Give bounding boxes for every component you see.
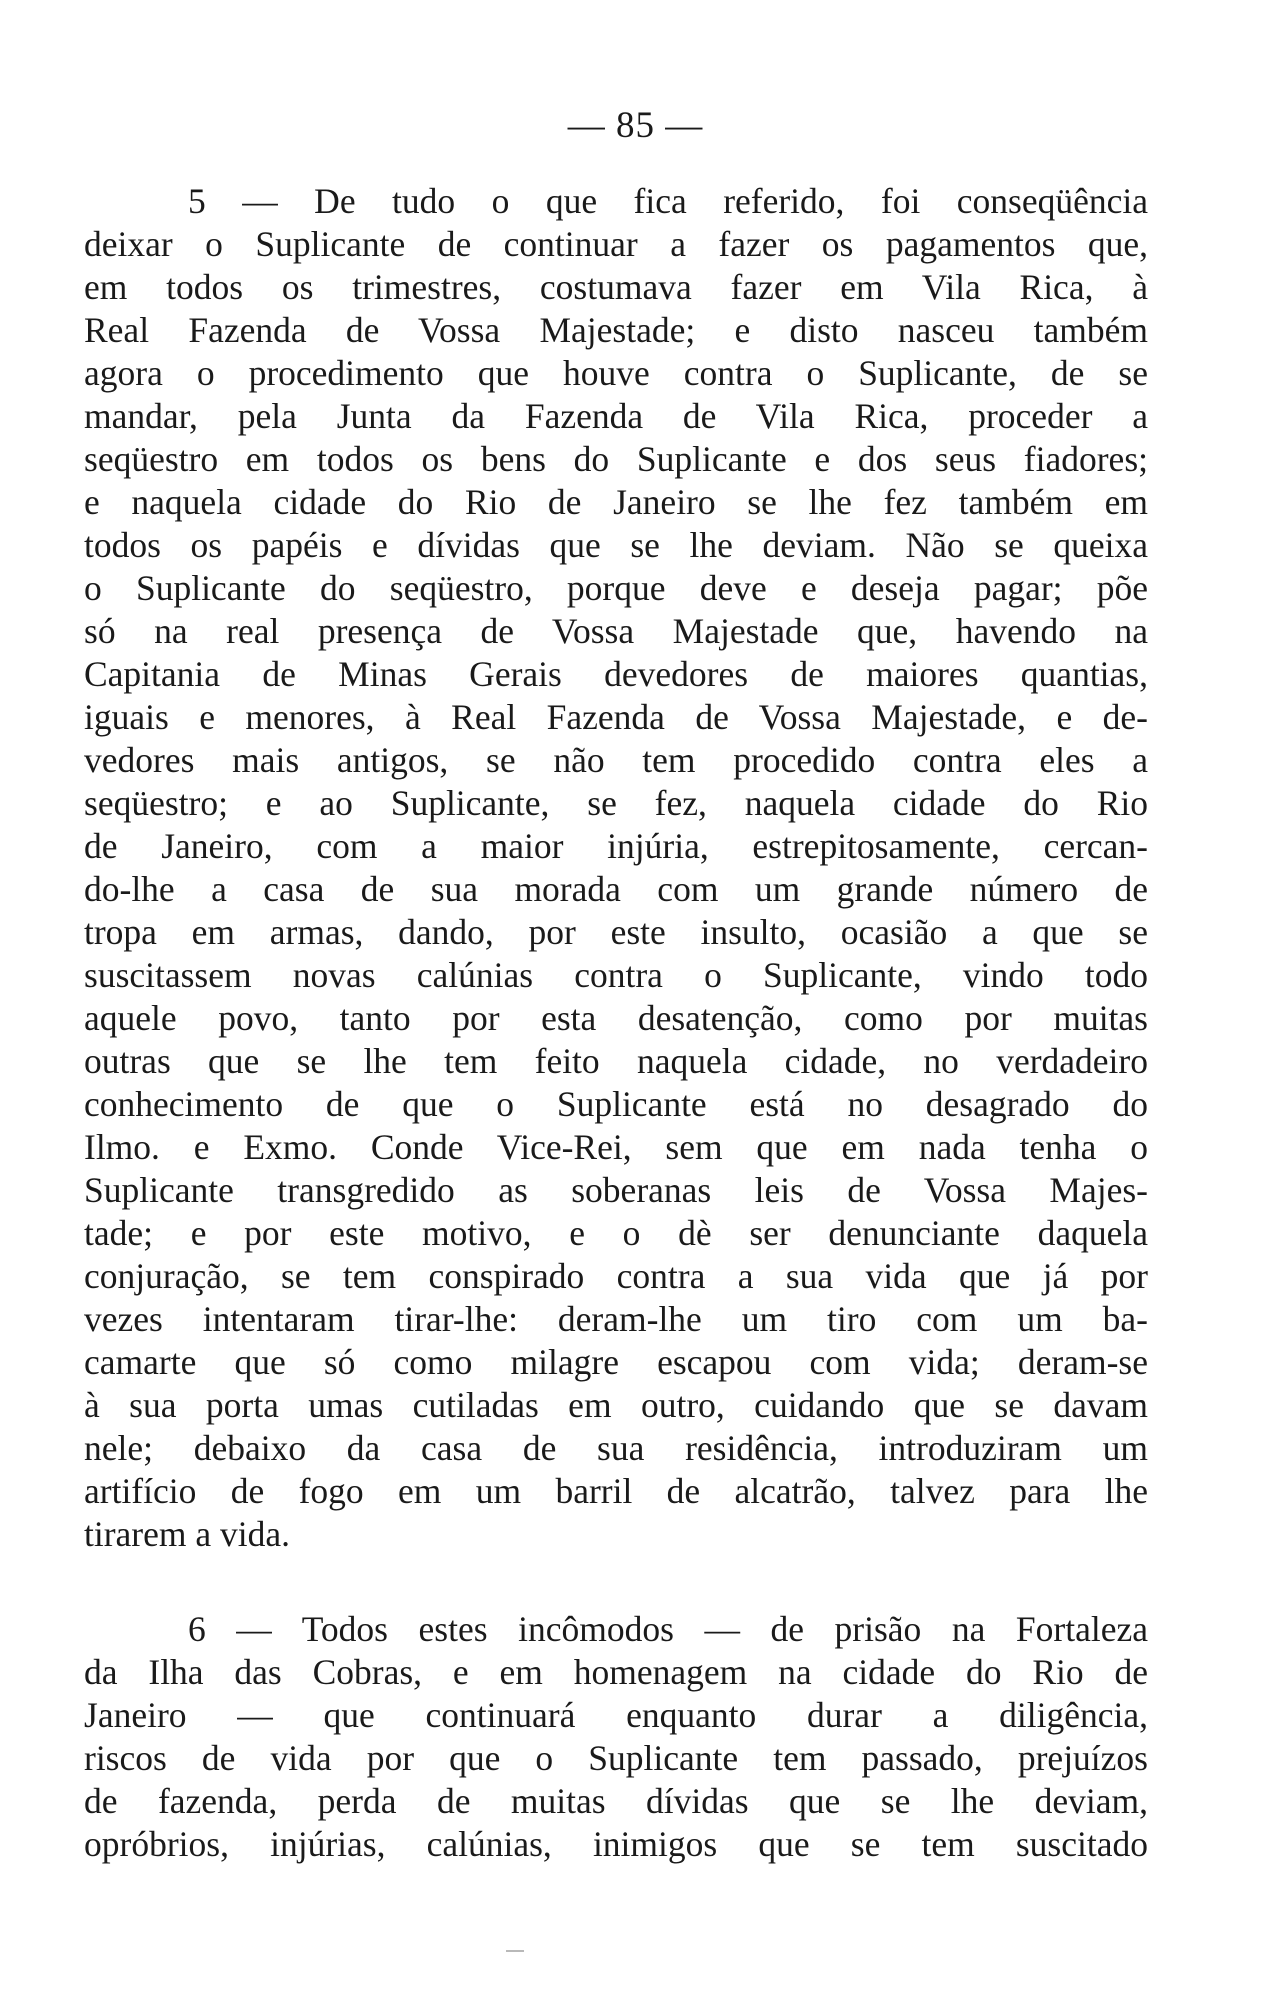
text-line: Janeiro — que continuará enquanto durar a diligência, <box>84 1695 1148 1735</box>
text-line: riscos de vida por que o Suplicante tem passado, prejuízos <box>84 1738 1148 1778</box>
text-line: em todos os trimestres, costumava fazer em Vila Rica, à <box>84 267 1148 307</box>
text-line: Real Fazenda de Vossa Majestade; e disto nasceu também <box>84 310 1148 350</box>
text-line: à sua porta umas cutiladas em outro, cuidando que se davam <box>84 1385 1148 1425</box>
text-line: o Suplicante do seqüestro, porque deve e deseja pagar; põe <box>84 568 1148 608</box>
text-line: conjuração, se tem conspirado contra a sua vida que já por <box>84 1256 1148 1296</box>
text-line: Capitania de Minas Gerais devedores de maiores quantias, <box>84 654 1148 694</box>
text-line: e naquela cidade do Rio de Janeiro se lhe fez também em <box>84 482 1148 522</box>
text-line: tade; e por este motivo, e o dè ser denunciante daquela <box>84 1213 1148 1253</box>
text-line: outras que se lhe tem feito naquela cidade, no verdadeiro <box>84 1041 1148 1081</box>
text-line: da Ilha das Cobras, e em homenagem na cidade do Rio de <box>84 1652 1148 1692</box>
text-line: suscitassem novas calúnias contra o Suplicante, vindo todo <box>84 955 1148 995</box>
text-line: iguais e menores, à Real Fazenda de Vossa Majestade, e de- <box>84 697 1148 737</box>
page-number: — 85 — <box>567 105 704 146</box>
text-line: vezes intentaram tirar-lhe: deram-lhe um tiro com um ba- <box>84 1299 1148 1339</box>
text-line: seqüestro em todos os bens do Suplicante e dos seus fiadores; <box>84 439 1148 479</box>
text-line: de fazenda, perda de muitas dívidas que se lhe deviam, <box>84 1781 1148 1821</box>
print-speck <box>506 1950 524 1952</box>
text-line: do-lhe a casa de sua morada com um grande número de <box>84 869 1148 909</box>
text-line: Suplicante transgredido as soberanas leis de Vossa Majes- <box>84 1170 1148 1210</box>
text-line: tirarem a vida. <box>84 1514 290 1554</box>
text-line: mandar, pela Junta da Fazenda de Vila Rica, proceder a <box>84 396 1148 436</box>
text-line: aquele povo, tanto por esta desatenção, como por muitas <box>84 998 1148 1038</box>
text-line: artifício de fogo em um barril de alcatrão, talvez para lhe <box>84 1471 1148 1511</box>
text-line: deixar o Suplicante de continuar a fazer os pagamentos que, <box>84 224 1148 264</box>
text-line: nele; debaixo da casa de sua residência, introduziram um <box>84 1428 1148 1468</box>
text-line: todos os papéis e dívidas que se lhe deviam. Não se queixa <box>84 525 1148 565</box>
text-line: de Janeiro, com a maior injúria, estrepitosamente, cercan- <box>84 826 1148 866</box>
text-line: só na real presença de Vossa Majestade que, havendo na <box>84 611 1148 651</box>
text-line: 5 — De tudo o que fica referido, foi conseqüência <box>188 181 1148 221</box>
text-line: tropa em armas, dando, por este insulto, ocasião a que se <box>84 912 1148 952</box>
text-line: agora o procedimento que houve contra o Suplicante, de se <box>84 353 1148 393</box>
text-line: conhecimento de que o Suplicante está no desagrado do <box>84 1084 1148 1124</box>
paragraph-6 <box>84 1608 1148 1866</box>
text-line: Ilmo. e Exmo. Conde Vice-Rei, sem que em nada tenha o <box>84 1127 1148 1167</box>
text-line: camarte que só como milagre escapou com vida; deram-se <box>84 1342 1148 1382</box>
text-line: vedores mais antigos, se não tem procedido contra eles a <box>84 740 1148 780</box>
paragraph-5 <box>84 180 1148 1556</box>
text-line: seqüestro; e ao Suplicante, se fez, naquela cidade do Rio <box>84 783 1148 823</box>
text-line: 6 — Todos estes incômodos — de prisão na Fortaleza <box>188 1609 1148 1649</box>
text-line: opróbrios, injúrias, calúnias, inimigos que se tem suscitado <box>84 1824 1148 1864</box>
